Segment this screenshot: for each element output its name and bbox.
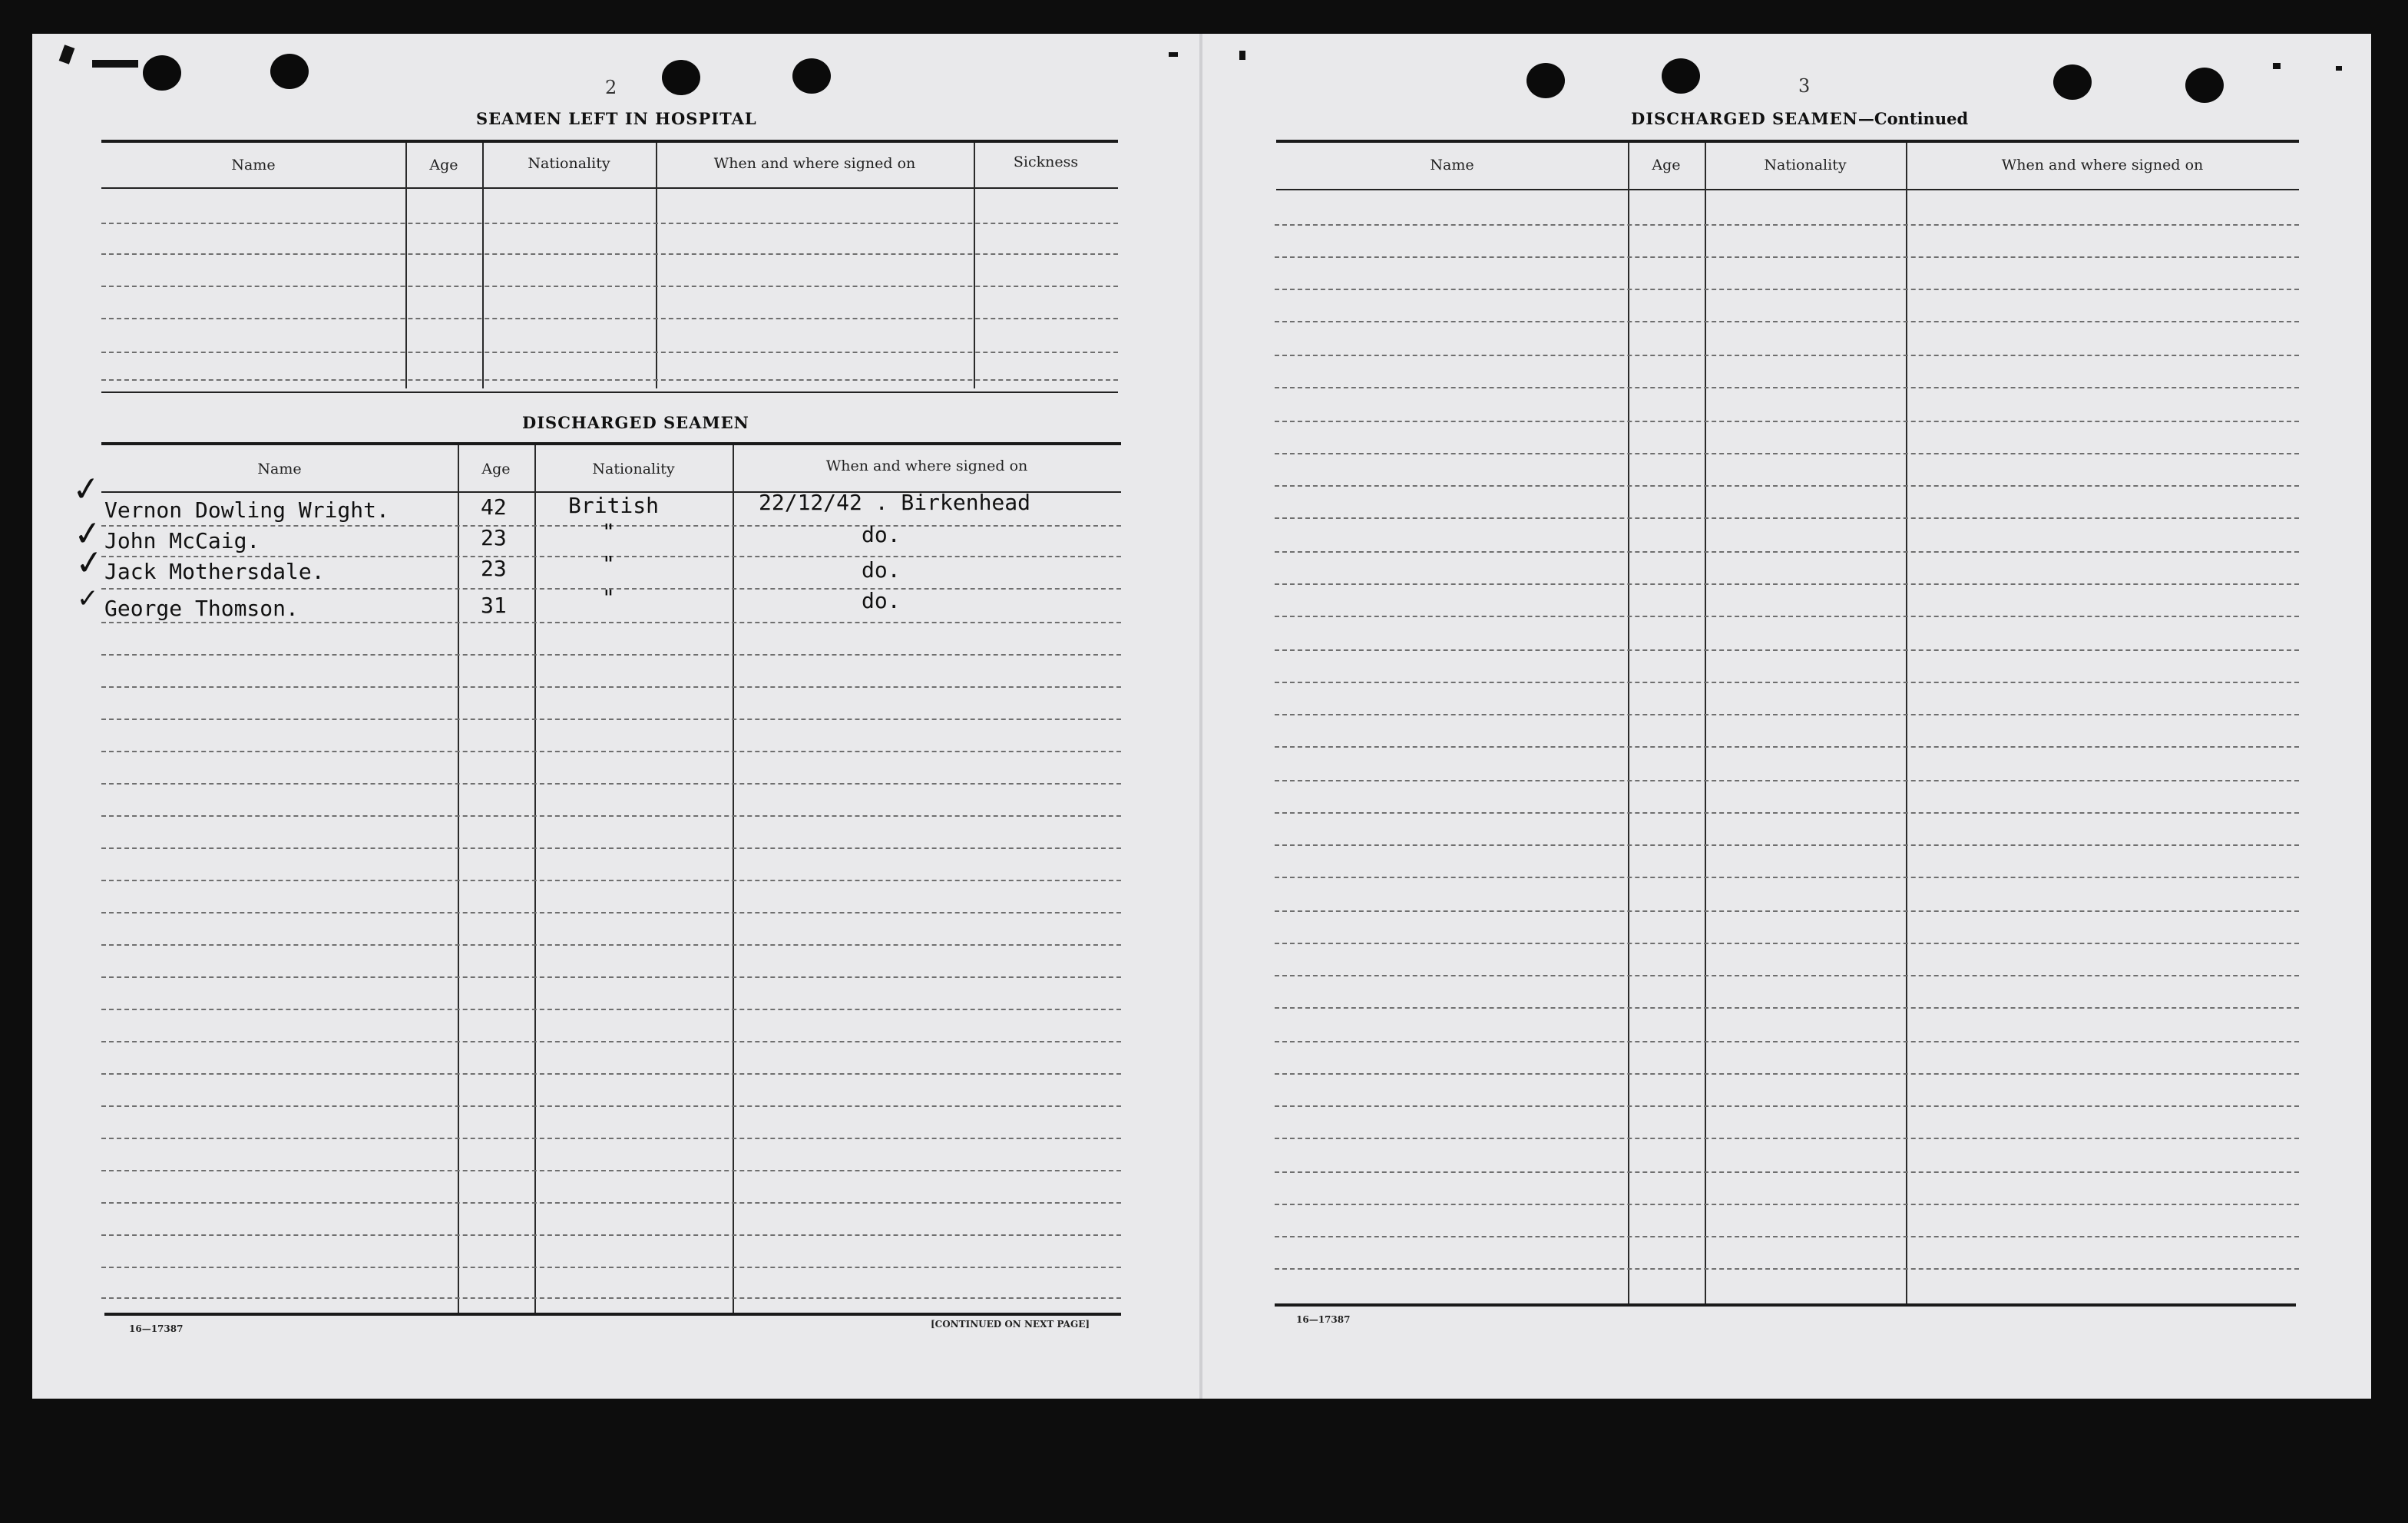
ruled-line [101,880,1121,881]
seaman-nationality: British [568,493,660,518]
ruled-line [101,223,1118,224]
discharged-section-title: DISCHARGED SEAMEN [522,413,749,432]
hospital-col-age: Age [429,157,458,173]
hospital-col-name: Name [231,157,276,173]
discharged-col-name: Name [257,461,302,477]
seaman-nationality: " [602,551,615,576]
hospital-col-signed-on: When and where signed on [713,155,916,172]
continued-table-head-rule [1276,189,2299,190]
discharged-col-age: Age [481,461,511,477]
seaman-nationality: " [602,585,615,610]
seaman-nationality: " [602,519,615,544]
ruled-line [101,286,1118,287]
discharged-table-top-rule [101,442,1121,445]
ruled-line [101,1234,1121,1236]
ruled-line [1275,453,2299,454]
ruled-line [1275,485,2299,487]
ruled-line [1275,1073,2299,1075]
ruled-line [1275,1041,2299,1042]
seaman-name: Vernon Dowling Wright. [104,497,389,523]
seaman-name: Jack Mothersdale. [104,559,325,584]
ruled-line [1275,877,2299,878]
ruled-line [1275,551,2299,553]
ruled-line [1275,355,2299,356]
punch-hole [792,58,831,94]
form-number: 16—17387 [129,1323,184,1334]
ruled-line [101,1170,1121,1171]
ruled-line [101,686,1121,688]
ink-speck [2273,63,2281,69]
ruled-line [1275,844,2299,846]
ruled-line [1275,321,2299,322]
ruled-line [1275,583,2299,585]
ruled-line [101,719,1121,720]
ruled-line [101,783,1121,785]
ruled-line [101,1202,1121,1204]
ruled-line [1275,256,2299,258]
seaman-age: 42 [481,494,507,520]
hospital-col-sickness: Sickness [1013,154,1079,170]
ruled-line [101,847,1121,849]
punch-hole [2053,64,2092,100]
punch-hole [270,54,309,89]
check-mark: ✓ [70,468,103,510]
title-suffix: —Continued [1857,109,1969,128]
ruled-line [1275,1105,2299,1107]
check-mark: ✓ [73,542,106,584]
continued-col-nationality: Nationality [1764,157,1847,173]
punch-hole [662,60,700,95]
hospital-section-title: SEAMEN LEFT IN HOSPITAL [476,109,757,128]
seaman-signed-on: do. [862,588,901,613]
ruled-line [1275,421,2299,422]
continued-col-signed-on: When and where signed on [2001,157,2204,173]
title-main: DISCHARGED SEAMEN [1631,109,1858,128]
hospital-table-bottom-rule [101,391,1118,393]
ruled-line [1275,943,2299,944]
ruled-line [1275,975,2299,976]
ruled-line [101,379,1118,381]
page-fold [1199,34,1202,1399]
ruled-line [1275,714,2299,715]
ruled-line [1275,1268,2299,1270]
continued-note: [CONTINUED ON NEXT PAGE] [931,1319,1090,1330]
ruled-line [101,1073,1121,1075]
ink-speck [1239,51,1245,60]
hospital-col-nationality: Nationality [528,155,610,172]
continued-col-divider [1705,143,1706,1307]
ruled-line [1275,649,2299,651]
ink-speck [92,60,138,68]
seaman-age: 23 [481,556,507,581]
seaman-signed-on: do. [862,557,901,583]
ruled-line [1275,224,2299,226]
ruled-line [101,1267,1121,1268]
seaman-name: George Thomson. [104,596,299,621]
ruled-line [101,253,1118,255]
ruled-line [101,815,1121,817]
form-number: 16—17387 [1296,1314,1351,1325]
ruled-line [101,654,1121,656]
continued-col-divider [1906,143,1907,1307]
ruled-line [101,1297,1121,1299]
ruled-line [1275,616,2299,617]
punch-hole [1526,63,1565,98]
ruled-line [101,318,1118,319]
hospital-table-head-rule [101,187,1118,189]
ruled-line [1275,780,2299,781]
ruled-line [101,976,1121,978]
discharged-col-signed-on: When and where signed on [825,458,1028,474]
page-number: 3 [1798,75,1811,97]
ruled-line [101,1105,1121,1107]
seaman-age: 23 [481,525,507,550]
ruled-line [1275,1171,2299,1173]
punch-hole [2185,68,2224,103]
continued-col-divider [1628,143,1629,1307]
discharged-col-nationality: Nationality [592,461,675,477]
ruled-line [101,1041,1121,1042]
hospital-table-top-rule [101,140,1118,143]
ruled-line [101,1009,1121,1010]
ruled-line [1275,1236,2299,1237]
ruled-line [1275,1007,2299,1009]
ruled-line [1275,812,2299,814]
ruled-line [101,1138,1121,1139]
continued-table-bottom-rule [1275,1303,2296,1307]
check-mark: ✓ [71,513,104,555]
seaman-signed-on: do. [862,522,901,547]
ruled-line [1275,910,2299,912]
punch-hole [143,55,181,91]
ruled-line [1275,289,2299,290]
ruled-line [1275,746,2299,748]
ruled-line [1275,517,2299,519]
seaman-name: John McCaig. [104,528,260,553]
ruled-line [101,912,1121,913]
ruled-line [1275,1204,2299,1205]
ruled-line [101,622,1121,623]
ink-speck [2336,66,2342,71]
check-mark: ✓ [77,583,99,614]
punch-hole [1662,58,1700,94]
ruled-line [101,352,1118,353]
discharged-table-bottom-rule [104,1313,1121,1316]
continued-table-top-rule [1276,140,2299,143]
discharged-continued-title [1631,109,1968,128]
page-number: 2 [605,77,617,98]
ruled-line [101,751,1121,752]
ruled-line [1275,1138,2299,1139]
ruled-line [1275,682,2299,683]
ink-speck [1169,52,1178,57]
seaman-age: 31 [481,593,507,618]
ruled-line [101,944,1121,946]
ruled-line [1275,387,2299,388]
continued-col-name: Name [1430,157,1474,173]
continued-col-age: Age [1652,157,1681,173]
seaman-signed-on: 22/12/42 . Birkenhead [759,490,1031,515]
